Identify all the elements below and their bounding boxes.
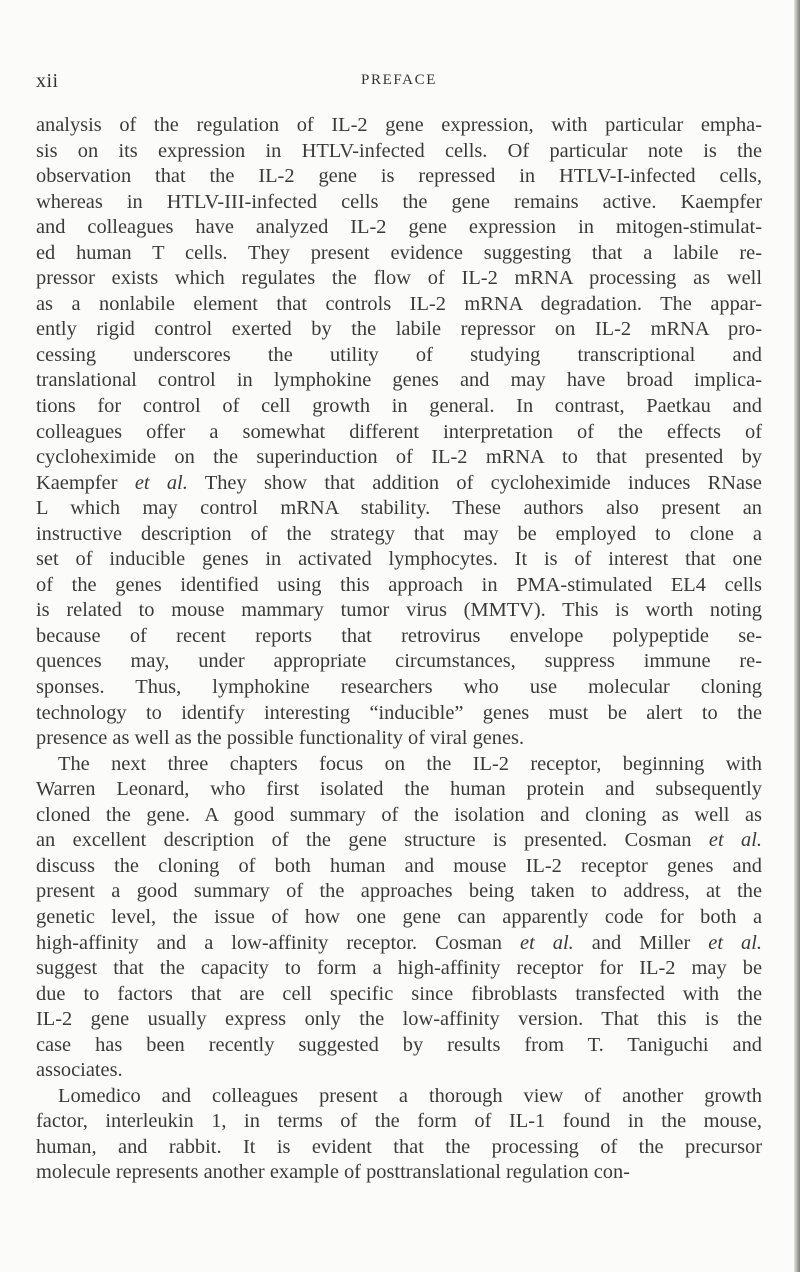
text-line [36, 828, 762, 854]
text-line [36, 190, 762, 216]
text-line [36, 1160, 762, 1186]
text-run: is related to mouse mammary tumor virus (MMTV). This is worth noting [36, 599, 762, 622]
text-run: cloned the gene. A good summary of the isolation and cloning as well as [36, 803, 762, 826]
text-run: colleagues offer a somewhat different interpretation of the effects of [36, 420, 762, 443]
text-line [36, 854, 762, 880]
text-run: The next three chapters focus on the IL-2 receptor, beginning with [58, 752, 762, 775]
text-run: Kaempfer [36, 471, 135, 494]
text-run: Lomedico and colleagues present a thorough view of another growth [58, 1084, 762, 1107]
text-line [36, 879, 762, 905]
text-line [36, 215, 762, 241]
text-run: an excellent description of the gene structure is presented. Cosman [36, 829, 709, 852]
text-line [36, 905, 762, 931]
text-run: instructive description of the strategy that may be employed to clone a [36, 522, 762, 545]
text-run: translational control in lymphokine genes and may have broad implica- [36, 369, 762, 392]
text-run: sis on its expression in HTLV-infected cells. Of particular note is the [36, 139, 762, 162]
text-line [36, 471, 762, 497]
text-run: ed human T cells. They present evidence suggesting that a labile re- [36, 241, 762, 264]
text-run: cycloheximide on the superinduction of IL-2 mRNA to that presented by [36, 446, 762, 469]
text-line [36, 573, 762, 599]
text-run: because of recent reports that retrovirus envelope polypeptide se- [36, 624, 762, 647]
italic-citation: et al. [520, 931, 574, 954]
text-line [36, 164, 762, 190]
italic-citation: et al. [708, 829, 762, 852]
text-run: molecule represents another example of posttranslational regulation con- [36, 1161, 630, 1184]
text-run: case has been recently suggested by results from T. Taniguchi and [36, 1033, 762, 1056]
page-header [36, 70, 762, 96]
text-run: They show that addition of cycloheximide induces RNase [187, 471, 762, 494]
text-run: present a good summary of the approaches being taken to address, at the [36, 880, 762, 903]
text-run: cessing underscores the utility of studying transcriptional and [36, 343, 762, 366]
text-line [36, 445, 762, 471]
text-run: due to factors that are cell specific since fibroblasts transfected with the [36, 982, 762, 1005]
text-run: presence as well as the possible functionality of viral genes. [36, 727, 525, 750]
text-line [36, 803, 762, 829]
text-run: IL-2 gene usually express only the low-affinity version. That this is the [36, 1008, 762, 1031]
page-number: xii [36, 70, 59, 92]
text-run: and Miller [573, 931, 709, 954]
paragraph [36, 1084, 762, 1186]
text-run: analysis of the regulation of IL-2 gene expression, with particular empha- [36, 114, 762, 136]
running-head: PREFACE [361, 72, 437, 88]
text-line [36, 547, 762, 573]
text-line [36, 649, 762, 675]
text-line [36, 777, 762, 803]
italic-citation: et al. [708, 931, 762, 954]
page-edge [794, 0, 800, 1272]
text-line [36, 624, 762, 650]
text-run: human, and rabbit. It is evident that the processing of the precursor [36, 1135, 762, 1158]
text-run: of the genes identified using this approach in PMA-stimulated EL4 cells [36, 573, 762, 596]
text-run: whereas in HTLV-III-infected cells the gene remains active. Kaempfer [36, 190, 762, 213]
text-line [36, 1058, 762, 1084]
text-line [36, 368, 762, 394]
text-run: set of inducible genes in activated lymphocytes. It is of interest that one [36, 548, 762, 571]
text-line [36, 317, 762, 343]
text-line [36, 522, 762, 548]
text-line [36, 266, 762, 292]
text-line [36, 1084, 762, 1110]
text-line [36, 241, 762, 267]
text-run: technology to identify interesting “inducible” genes must be alert to the [36, 701, 762, 724]
text-line [36, 1007, 762, 1033]
text-run: Warren Leonard, who first isolated the human protein and subsequently [36, 778, 762, 801]
text-run: and colleagues have analyzed IL-2 gene expression in mitogen-stimulat- [36, 216, 762, 239]
text-run: tions for control of cell growth in general. In contrast, Paetkau and [36, 395, 762, 418]
text-run: quences may, under appropriate circumstances, suppress immune re- [36, 650, 762, 673]
text-run: ently rigid control exerted by the labile repressor on IL-2 mRNA pro- [36, 318, 762, 341]
text-line [36, 113, 762, 139]
text-run: associates. [36, 1059, 123, 1082]
paragraph [36, 752, 762, 1084]
text-line [36, 139, 762, 165]
body-text [36, 113, 762, 1186]
text-run: suggest that the capacity to form a high-affinity receptor for IL-2 may be [36, 957, 762, 980]
text-line [36, 726, 762, 752]
text-line [36, 598, 762, 624]
text-line [36, 420, 762, 446]
text-line [36, 496, 762, 522]
text-run: sponses. Thus, lymphokine researchers who use molecular cloning [36, 676, 762, 699]
text-line [36, 343, 762, 369]
text-line [36, 394, 762, 420]
italic-citation: et al. [134, 471, 188, 494]
text-run: pressor exists which regulates the flow of IL-2 mRNA processing as well [36, 267, 762, 290]
text-line [36, 1033, 762, 1059]
text-run: as a nonlabile element that controls IL-2 mRNA degradation. The appar- [36, 292, 762, 315]
text-line [36, 931, 762, 957]
text-line [36, 956, 762, 982]
text-run: observation that the IL-2 gene is repressed in HTLV-I-infected cells, [36, 165, 762, 188]
text-line [36, 292, 762, 318]
text-run: high-affinity and a low-affinity receptor. Cosman [36, 931, 521, 954]
text-run: factor, interleukin 1, in terms of the form of IL-1 found in the mouse, [36, 1110, 762, 1133]
text-line [36, 701, 762, 727]
text-line [36, 752, 762, 778]
text-run: L which may control mRNA stability. These authors also present an [36, 497, 762, 520]
text-run: genetic level, the issue of how one gene can apparently code for both a [36, 905, 762, 928]
paragraph [36, 113, 762, 752]
text-line [36, 1109, 762, 1135]
text-line [36, 1135, 762, 1161]
text-line [36, 675, 762, 701]
text-line [36, 982, 762, 1008]
text-run: discuss the cloning of both human and mouse IL-2 receptor genes and [36, 854, 762, 877]
